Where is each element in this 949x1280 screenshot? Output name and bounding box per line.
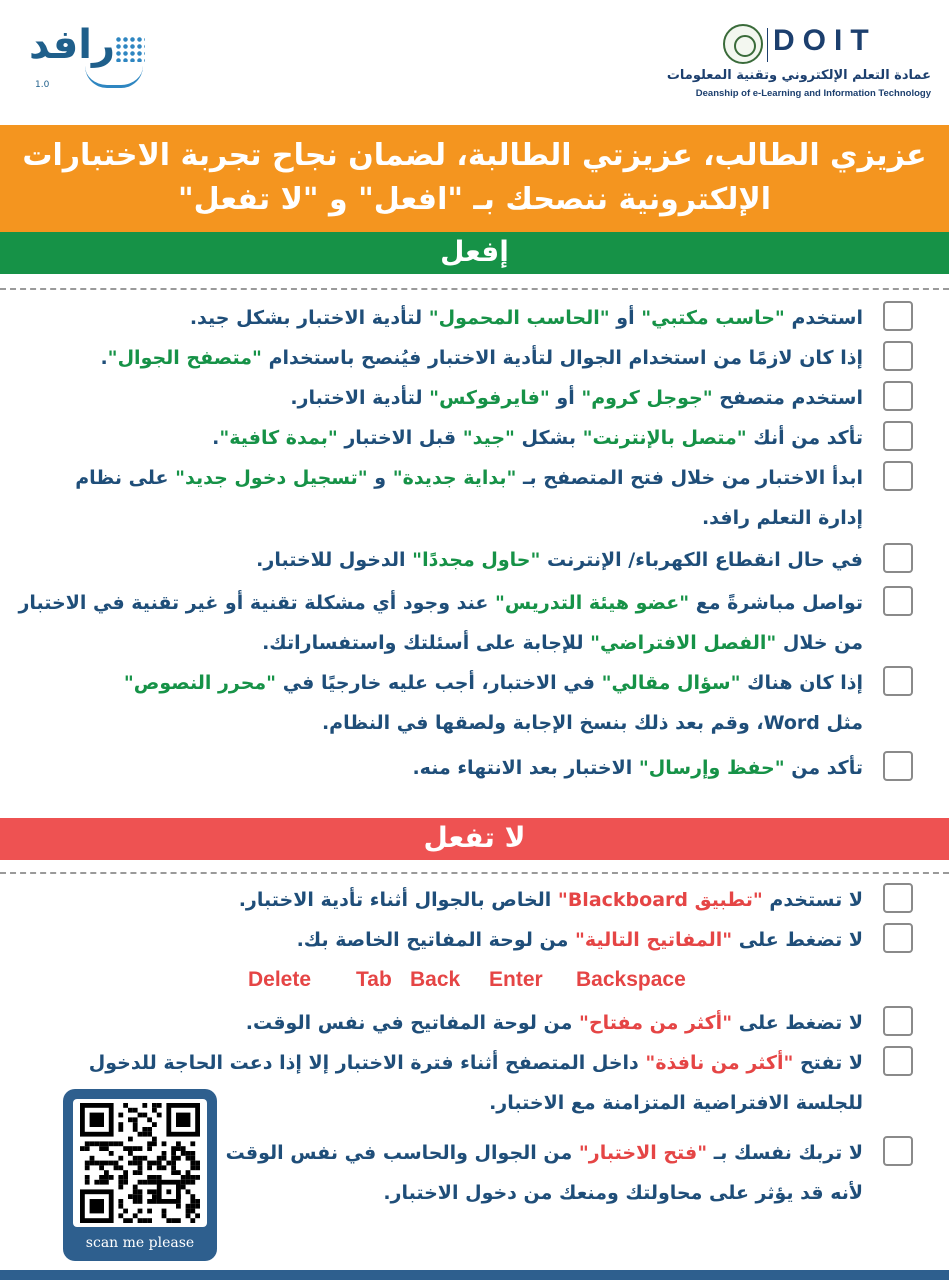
dont-item-text bbox=[239, 880, 863, 920]
do-item-line bbox=[124, 703, 863, 743]
rafed-version: 1.0 bbox=[35, 80, 50, 90]
highlighted-phrase: "جوجل كروم" bbox=[581, 387, 713, 409]
dont-item bbox=[239, 880, 913, 920]
checkbox[interactable] bbox=[883, 301, 913, 331]
rafed-dots-icon bbox=[115, 36, 145, 62]
do-item-line bbox=[290, 378, 863, 418]
highlighted-phrase: "حاسب مكتبي" bbox=[641, 307, 785, 329]
do-item-line bbox=[18, 583, 863, 623]
checkbox[interactable] bbox=[883, 381, 913, 411]
dont-item-line bbox=[239, 880, 863, 920]
highlighted-phrase: "أكثر من مفتاح" bbox=[579, 1012, 733, 1034]
highlighted-phrase: "حاول مجددًا" bbox=[412, 549, 541, 571]
text-segment: تواصل مباشرةً مع bbox=[689, 592, 863, 614]
highlighted-phrase: "عضو هيئة التدريس" bbox=[495, 592, 690, 614]
do-item-text bbox=[290, 378, 863, 418]
text-segment: لا تربك نفسك بـ bbox=[707, 1142, 863, 1164]
text-segment: الخاص بالجوال أثناء تأدية الاختبار. bbox=[238, 889, 558, 911]
do-item-line bbox=[124, 663, 863, 703]
rafed-logo bbox=[25, 18, 145, 98]
text-segment: لا تفتح bbox=[793, 1052, 863, 1074]
text-segment: على نظام bbox=[75, 467, 176, 489]
forbidden-keys bbox=[240, 964, 720, 1000]
doit-logo-text: DOIT bbox=[773, 24, 877, 57]
do-item-text bbox=[124, 663, 863, 743]
dont-item-line bbox=[297, 920, 863, 960]
do-item-line bbox=[256, 540, 863, 580]
text-segment: من الجوال والحاسب في نفس الوقت bbox=[225, 1142, 579, 1164]
highlighted-phrase: "جيد" bbox=[462, 427, 515, 449]
highlighted-phrase: "تسجيل دخول جديد" bbox=[175, 467, 368, 489]
logo-divider bbox=[767, 28, 768, 62]
do-item bbox=[190, 298, 913, 338]
text-segment: لا تضغط على bbox=[732, 1012, 863, 1034]
doit-logo bbox=[666, 22, 931, 104]
dont-item bbox=[226, 1133, 913, 1213]
do-item bbox=[212, 418, 913, 458]
header bbox=[0, 0, 949, 125]
text-segment: استخدم متصفح bbox=[712, 387, 863, 409]
text-segment: لتأدية الاختبار بشكل جيد. bbox=[189, 307, 429, 329]
highlighted-phrase: "بمدة كافية" bbox=[219, 427, 338, 449]
do-section-title: إفعل bbox=[440, 235, 509, 268]
highlighted-phrase: "الفصل الافتراضي" bbox=[590, 632, 777, 654]
checkbox[interactable] bbox=[883, 543, 913, 573]
dont-item-text bbox=[246, 1003, 863, 1043]
text-segment: تأكد من bbox=[784, 757, 863, 779]
title-line-1: عزيزي الطالب، عزيزتي الطالبة، لضمان نجاح تجربة الاختبارات bbox=[22, 138, 927, 173]
checkbox[interactable] bbox=[883, 883, 913, 913]
dont-item bbox=[297, 920, 913, 960]
highlighted-phrase: "فتح الاختبار" bbox=[578, 1142, 708, 1164]
text-segment: . bbox=[212, 427, 220, 449]
checkbox[interactable] bbox=[883, 421, 913, 451]
highlighted-phrase: "تطبيق Blackboard" bbox=[557, 889, 763, 911]
text-segment: مثل Word، وقم بعد ذلك بنسخ الإجابة ولصقها في النظام. bbox=[321, 712, 863, 734]
key-enter: Enter bbox=[489, 968, 543, 991]
dont-section-header bbox=[0, 818, 949, 860]
text-segment: بشكل bbox=[514, 427, 583, 449]
qr-label: scan me please bbox=[85, 1235, 195, 1251]
highlighted-phrase: "فايرفوكس" bbox=[429, 387, 550, 409]
do-item-text bbox=[212, 418, 863, 458]
key-back: Back bbox=[410, 968, 461, 991]
title-line-2: الإلكترونية ننصحك بـ "افعل" و "لا تفعل" bbox=[177, 182, 772, 217]
dont-item-line bbox=[226, 1133, 863, 1173]
checkbox[interactable] bbox=[883, 751, 913, 781]
text-segment: لتأدية الاختبار. bbox=[290, 387, 430, 409]
do-item-line bbox=[412, 748, 863, 788]
rafed-logo-text: رافد bbox=[29, 22, 116, 68]
do-item-line bbox=[75, 458, 863, 498]
do-item-text bbox=[190, 298, 863, 338]
dont-item bbox=[246, 1003, 913, 1043]
checkbox[interactable] bbox=[883, 666, 913, 696]
text-segment: في حال انقطاع الكهرباء/ الإنترنت bbox=[540, 549, 863, 571]
do-item bbox=[290, 378, 913, 418]
dont-section-title: لا تفعل bbox=[423, 821, 526, 854]
do-item-text bbox=[256, 540, 863, 580]
text-segment: ابدأ الاختبار من خلال فتح المتصفح بـ bbox=[516, 467, 863, 489]
text-segment: من لوحة المفاتيح الخاصة بك. bbox=[296, 929, 575, 951]
text-segment: قبل الاختبار bbox=[337, 427, 463, 449]
text-segment: . bbox=[100, 347, 108, 369]
checkbox[interactable] bbox=[883, 1006, 913, 1036]
checkbox[interactable] bbox=[883, 461, 913, 491]
checkbox[interactable] bbox=[883, 923, 913, 953]
highlighted-phrase: "بداية جديدة" bbox=[392, 467, 517, 489]
university-seal-icon bbox=[723, 24, 763, 64]
qr-code[interactable] bbox=[73, 1099, 207, 1227]
do-item-line bbox=[100, 338, 863, 378]
text-segment: أو bbox=[549, 387, 582, 409]
do-item-text bbox=[100, 338, 863, 378]
dont-item-text bbox=[297, 920, 863, 960]
checkbox[interactable] bbox=[883, 1046, 913, 1076]
highlighted-phrase: "الحاسب المحمول" bbox=[428, 307, 610, 329]
do-item-line bbox=[18, 623, 863, 663]
highlighted-phrase: "سؤال مقالي" bbox=[601, 672, 741, 694]
text-segment: للإجابة على أسئلتك واستفساراتك. bbox=[262, 632, 591, 654]
do-item bbox=[100, 338, 913, 378]
text-segment: عند وجود أي مشكلة تقنية أو غير تقنية في الاختبار bbox=[18, 592, 495, 614]
text-segment: داخل المتصفح أثناء فترة الاختبار إلا إذا دعت الحاجة للدخول bbox=[88, 1052, 646, 1074]
key-delete: Delete bbox=[248, 968, 312, 991]
text-segment: الاختبار بعد الانتهاء منه. bbox=[412, 757, 639, 779]
highlighted-phrase: "متصفح الجوال" bbox=[107, 347, 262, 369]
dont-item-line bbox=[226, 1173, 863, 1213]
do-item bbox=[412, 748, 913, 788]
highlighted-phrase: "حفظ وإرسال" bbox=[638, 757, 785, 779]
checkbox[interactable] bbox=[883, 586, 913, 616]
highlighted-phrase: "المفاتيح التالية" bbox=[574, 929, 733, 951]
text-segment: لأنه قد يؤثر على محاولتك ومنعك من دخول الاختبار. bbox=[383, 1182, 863, 1204]
text-segment: استخدم bbox=[784, 307, 863, 329]
key-backspace: Backspace bbox=[576, 968, 686, 991]
do-item-line bbox=[212, 418, 863, 458]
qr-code-icon bbox=[79, 1103, 201, 1223]
text-segment: للجلسة الافتراضية المتزامنة مع الاختبار. bbox=[489, 1092, 863, 1114]
do-item-text bbox=[75, 458, 863, 538]
title-banner bbox=[0, 125, 949, 232]
do-item bbox=[75, 458, 913, 538]
doit-name-arabic: عمادة التعلم الإلكتروني وتقنية المعلومات bbox=[666, 68, 931, 83]
text-segment: و bbox=[367, 467, 393, 489]
do-divider bbox=[0, 288, 949, 290]
text-segment: لا تستخدم bbox=[762, 889, 863, 911]
highlighted-phrase: "متصل بالإنترنت" bbox=[582, 427, 747, 449]
text-segment: تأكد من أنك bbox=[746, 427, 863, 449]
do-item-text bbox=[18, 583, 863, 663]
do-item bbox=[18, 583, 913, 663]
highlighted-phrase: "محرر النصوص" bbox=[123, 672, 277, 694]
text-segment: لا تضغط على bbox=[732, 929, 863, 951]
dont-item-text bbox=[226, 1133, 863, 1213]
text-segment: إذا كان هناك bbox=[740, 672, 863, 694]
text-segment: إدارة التعلم رافد. bbox=[701, 507, 863, 529]
do-item-line bbox=[190, 298, 863, 338]
checkbox[interactable] bbox=[883, 341, 913, 371]
do-item-line bbox=[75, 498, 863, 538]
checkbox[interactable] bbox=[883, 1136, 913, 1166]
highlighted-phrase: "أكثر من نافذة" bbox=[645, 1052, 794, 1074]
do-item bbox=[256, 540, 913, 580]
text-segment: من خلال bbox=[776, 632, 863, 654]
text-segment: أو bbox=[609, 307, 642, 329]
do-item-text bbox=[412, 748, 863, 788]
text-segment: في الاختبار، أجب عليه خارجيًا في bbox=[276, 672, 602, 694]
dont-item-line bbox=[246, 1003, 863, 1043]
book-icon bbox=[85, 66, 143, 88]
footer-line bbox=[0, 1270, 949, 1280]
qr-code-card[interactable] bbox=[63, 1089, 217, 1261]
doit-name-english: Deanship of e-Learning and Information Technology bbox=[695, 88, 931, 99]
key-tab: Tab bbox=[356, 968, 392, 991]
dont-divider bbox=[0, 872, 949, 874]
text-segment: من لوحة المفاتيح في نفس الوقت. bbox=[245, 1012, 580, 1034]
dont-item-line bbox=[89, 1043, 863, 1083]
text-segment: الدخول للاختبار. bbox=[256, 549, 413, 571]
do-item bbox=[124, 663, 913, 743]
text-segment: إذا كان لازمًا من استخدام الجوال لتأدية الاختبار فيُنصح باستخدام bbox=[261, 347, 863, 369]
do-section-header bbox=[0, 232, 949, 274]
